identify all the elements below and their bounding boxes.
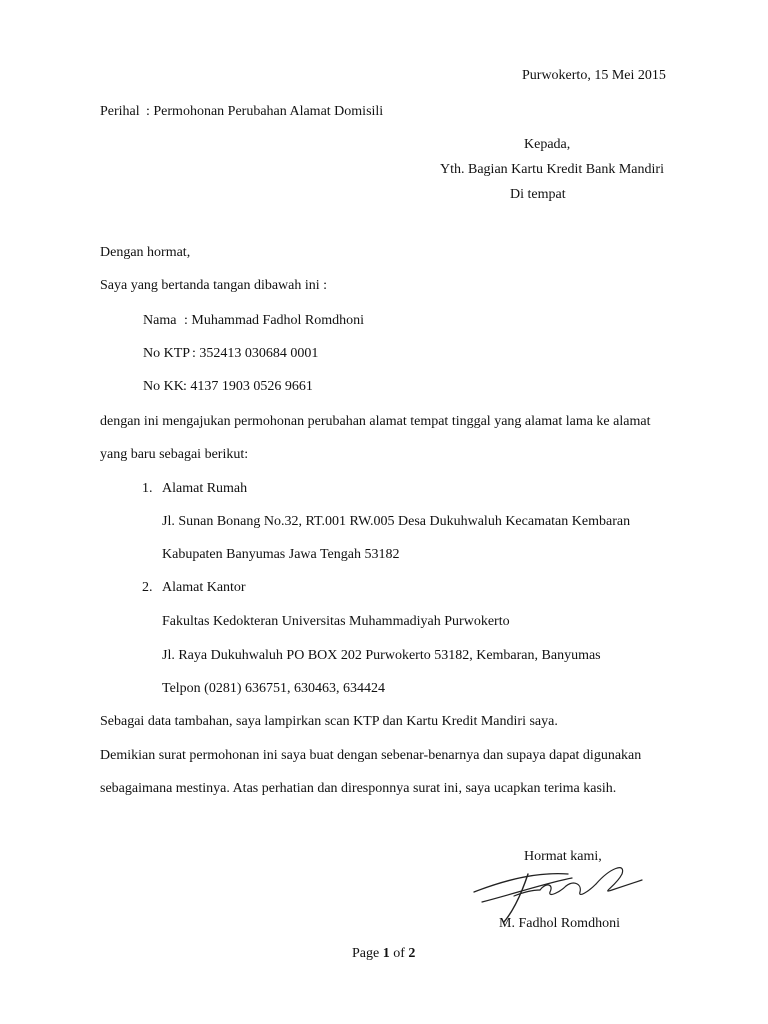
request-line-1: dengan ini mengajukan permohonan perubahan alamat tempat tinggal yang alamat lama ke alamat bbox=[100, 414, 651, 429]
recipient-name: Yth. Bagian Kartu Kredit Bank Mandiri bbox=[440, 162, 664, 177]
salutation: Dengan hormat, bbox=[100, 245, 191, 260]
subject-label: Perihal bbox=[100, 104, 140, 119]
page-total: 2 bbox=[408, 946, 416, 961]
handwritten-signature bbox=[470, 852, 650, 924]
closing-salutation: Hormat kami, bbox=[524, 849, 602, 864]
address-1-number: 1. bbox=[142, 481, 153, 496]
closing-line-1: Demikian surat permohonan ini saya buat dengan sebenar-benarnya dan supaya dapat digunakan bbox=[100, 748, 642, 763]
address-2-line-1: Fakultas Kedokteran Universitas Muhammadiyah Purwokerto bbox=[162, 614, 510, 629]
recipient-greeting: Kepada, bbox=[524, 137, 571, 152]
address-2-line-3: Telpon (0281) 636751, 630463, 634424 bbox=[162, 681, 386, 696]
ktp-label: No KTP bbox=[143, 346, 191, 361]
letter-date: Purwokerto, 15 Mei 2015 bbox=[522, 68, 666, 83]
address-2-title: Alamat Kantor bbox=[162, 580, 246, 595]
signer-name: M. Fadhol Romdhoni bbox=[499, 916, 620, 931]
address-2-number: 2. bbox=[142, 580, 153, 595]
intro-text: Saya yang bertanda tangan dibawah ini : bbox=[100, 278, 328, 293]
kk-value: : 4137 1903 0526 9661 bbox=[183, 379, 313, 394]
kk-label: No KK bbox=[143, 379, 184, 394]
page-current: 1 bbox=[382, 946, 390, 961]
request-line-2: yang baru sebagai berikut: bbox=[100, 447, 249, 462]
address-1-line-2: Kabupaten Banyumas Jawa Tengah 53182 bbox=[162, 547, 400, 562]
recipient-place: Di tempat bbox=[510, 187, 566, 202]
ktp-value: : 352413 030684 0001 bbox=[192, 346, 319, 361]
name-label: Nama bbox=[143, 313, 177, 328]
of-word: of bbox=[393, 946, 405, 961]
attachment-text: Sebagai data tambahan, saya lampirkan scan KTP dan Kartu Kredit Mandiri saya. bbox=[100, 714, 558, 729]
subject-text: : Permohonan Perubahan Alamat Domisili bbox=[146, 104, 384, 119]
page-word: Page bbox=[352, 946, 380, 961]
address-1-title: Alamat Rumah bbox=[162, 481, 248, 496]
closing-line-2: sebagaimana mestinya. Atas perhatian dan diresponnya surat ini, saya ucapkan terima kasih. bbox=[100, 781, 617, 796]
name-value: : Muhammad Fadhol Romdhoni bbox=[184, 313, 365, 328]
address-2-line-2: Jl. Raya Dukuhwaluh PO BOX 202 Purwokerto 53182, Kembaran, Banyumas bbox=[162, 648, 601, 663]
page-indicator bbox=[352, 946, 415, 962]
address-1-line-1: Jl. Sunan Bonang No.32, RT.001 RW.005 Desa Dukuhwaluh Kecamatan Kembaran bbox=[162, 514, 631, 529]
